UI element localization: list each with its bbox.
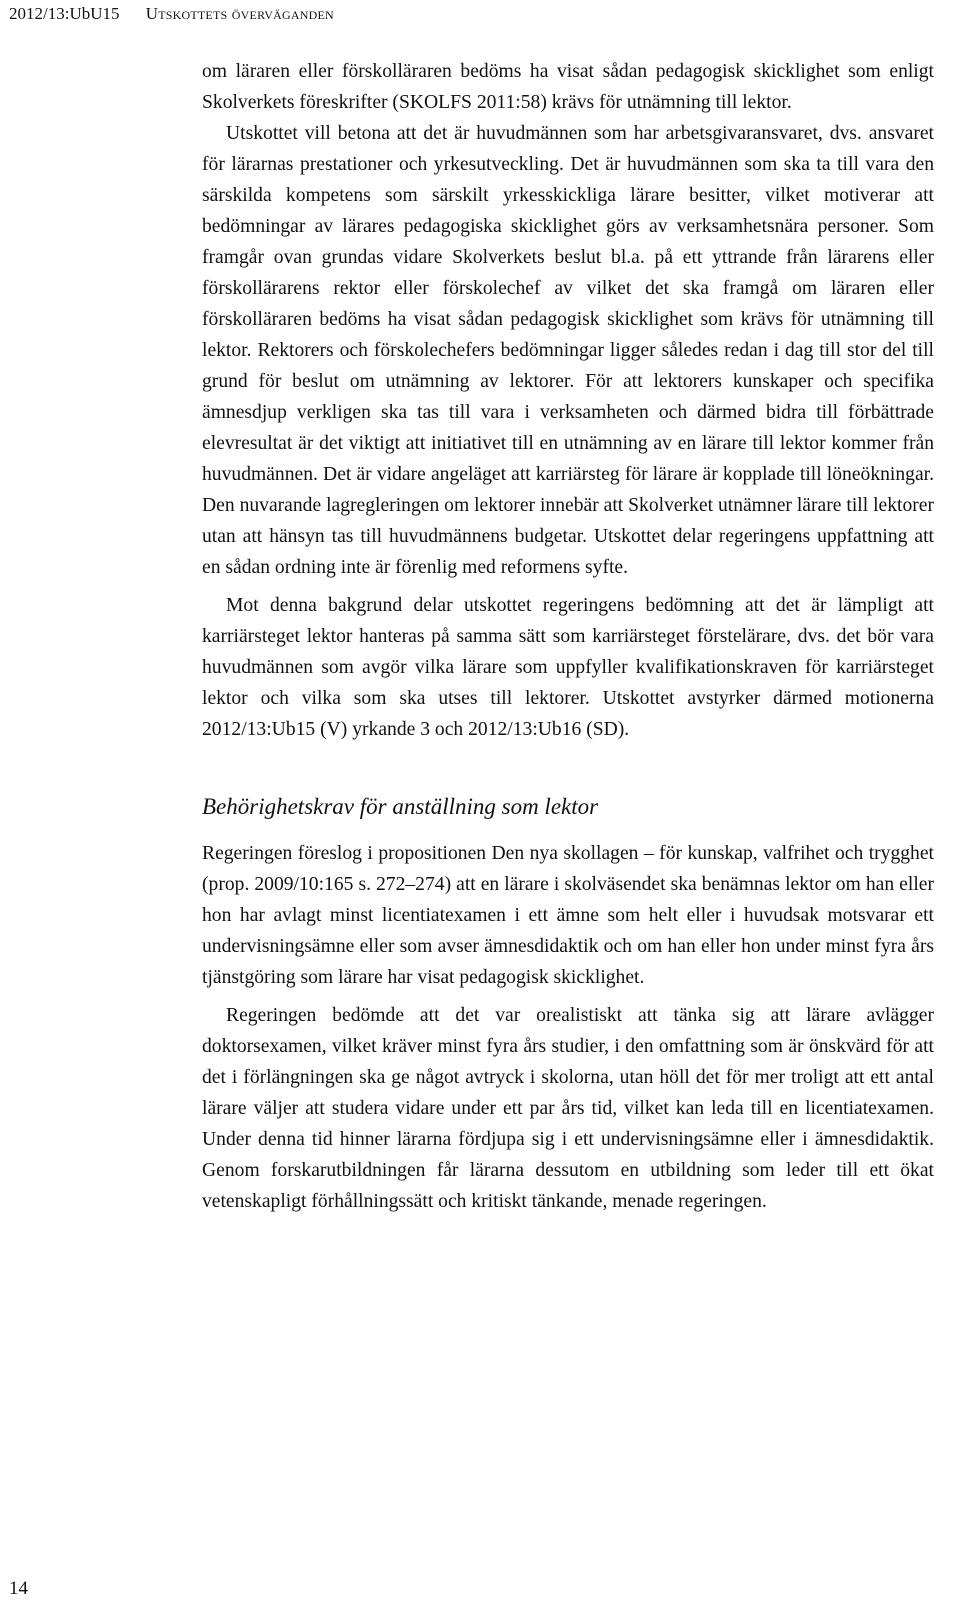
section-label: Utskottets överväganden — [145, 4, 334, 23]
body-text — [202, 56, 934, 1217]
paragraph-proposition: Regeringen föreslog i propositionen Den nya skollagen – för kunskap, valfrihet och trygghet (prop. 2009/10:165 s. 272–274) att en lärare i skolväsendet ska benämnas lektor om han eller hon har avlagt minst licentiatexamen i ett ämne som helt eller i huvudsak motsvarar ett undervisningsämne eller som avser ämnesdidaktik och om han eller hon under minst fyra års tjänstgöring som lärare har visat pedagogisk skicklighet. — [202, 843, 934, 988]
paragraph-government-view: Regeringen bedömde att det var orealistiskt att tänka sig att lärare avlägger doktorsexamen, vilket kräver minst fyra års studier, i den omfattning som är önskvärd för att det i förlängningen ska ge något avtryck i skolorna, utan höll det för mer troligt att ett antal lärare väljer att studera vidare under ett par års tid, vilket kan leda till en licentiatexamen. Under denna tid hinner lärarna fördjupa sig i ett undervisningsämne eller i ämnesdidaktik. Genom forskarutbildningen får lärarna dessutom en utbildning som leder till ett ökat vetenskapligt förhållningssätt och kritiskt tänkande, menade regeringen. — [202, 1005, 934, 1212]
paragraph-committee-assessment: Mot denna bakgrund delar utskottet regeringens bedömning att det är lämpligt att karriärsteget lektor hanteras på samma sätt som karriärsteget förstelärare, dvs. det bör vara huvudmännen som avgör vilka lärare som uppfyller kvalifikationskraven för karriärsteget lektor och vilka som ska utses till lektorer. Utskottet avstyrker därmed motionerna 2012/13:Ub15 (V) yrkande 3 och 2012/13:Ub16 (SD). — [202, 595, 934, 740]
paragraph-employer-responsibility: Utskottet vill betona att det är huvudmännen som har arbetsgivaransvaret, dvs. ansvaret för lärarnas prestationer och yrkesutveckling. Det är huvudmännen som ska ta till vara den särskilda kompetens som särskilt yrkesskickliga lärare besitter, vilket motiverar att bedömningar av lärares pedagogiska skicklighet görs av verksamhetsnära personer. Som framgår ovan grundas vidare Skolverkets beslut bl.a. på ett yttrande från lärarens eller förskollärarens rektor eller förskolechef av vilket det ska framgå om läraren eller förskolläraren bedöms ha visat sådan pedagogisk skicklighet som krävs för utnämning till lektor. Rektorers och förskolechefers bedömningar ligger således redan i dag till stor del till grund för beslut om utnämning av lektorer. För att lektorers kunskaper och specifika ämnesdjup verkligen ska tas till vara i verksamheten och därmed bidra till förbättrade elevresultat är det viktigt att initiativet till en utnämning av en lärare till lektor kommer från huvudmännen. Det är vidare angeläget att karriärsteg för lärare är kopplade till löneökningar. Den nuvarande lagregleringen om lektorer innebär att Skolverket utnämner lärare till lektorer utan att hänsyn tas till huvudmännens budgetar. Utskottet delar regeringens uppfattning att en sådan ordning inte är förenlig med reformens syfte. — [202, 123, 934, 578]
paragraph-continuation: om läraren eller förskolläraren bedöms ha visat sådan pedagogisk skicklighet som enligt Skolverkets föreskrifter (SKOLFS 2011:58) krävs för utnämning till lektor. — [202, 61, 934, 113]
document-id: 2012/13:UbU15 — [9, 4, 120, 23]
section-subheading: Behörighetskrav för anställning som lektor — [202, 794, 599, 819]
page-number: 14 — [9, 1578, 28, 1599]
running-header — [9, 4, 334, 24]
